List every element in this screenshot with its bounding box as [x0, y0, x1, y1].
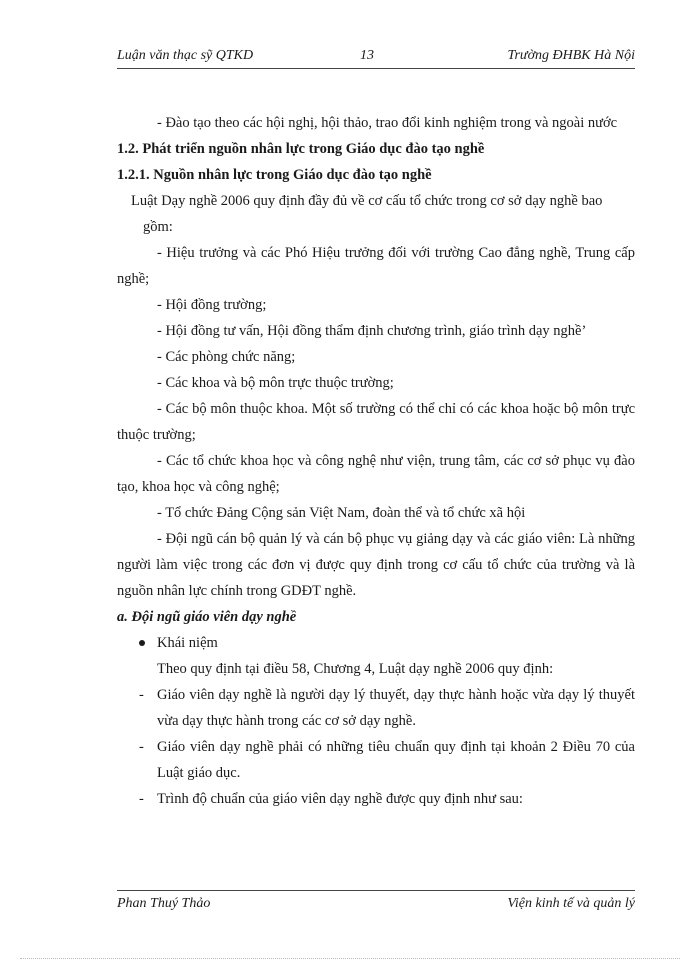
footer-author: Phan Thuý Thảo — [117, 896, 211, 911]
list-item-science-organizations: - Các tổ chức khoa học và công nghệ như viện, trung tâm, các cơ sở phục vụ đào tạo, khoa học và công nghệ; — [117, 453, 635, 495]
list-item-party-organizations: - Tổ chức Đảng Cộng sản Việt Nam, đoàn thể và tổ chức xã hội — [157, 505, 526, 521]
header-thesis-title: Luận văn thạc sỹ QTKD — [117, 48, 254, 63]
page-boundary-dotted-line — [20, 958, 680, 959]
section-heading-1-2-1: 1.2.1. Nguồn nhân lực trong Giáo dục đào tạo nghề — [117, 167, 432, 183]
section-heading-1-2: 1.2. Phát triển nguồn nhân lực trong Giáo dục đào tạo nghề — [117, 141, 485, 157]
dash-marker: - — [139, 687, 144, 703]
page-header — [117, 48, 635, 68]
dash-item-teacher-definition-text: Giáo viên dạy nghề là người dạy lý thuyết, dạy thực hành hoặc vừa dạy lý thuyết vừa dạy thực hành trong các cơ sở dạy nghề. — [157, 687, 635, 729]
dash-item-teacher-definition — [117, 682, 635, 734]
list-item-principal: - Hiệu trưởng và các Phó Hiệu trưởng đối với trường Cao đẳng nghề, Trung cấp nghề; — [117, 245, 635, 287]
dash-item-qualification-text: Trình độ chuẩn của giáo viên dạy nghề được quy định như sau: — [157, 791, 523, 807]
list-item-functional-departments: - Các phòng chức năng; — [157, 349, 296, 365]
header-divider — [117, 68, 635, 69]
bullet-icon — [139, 640, 145, 646]
paragraph-law-line2: gồm: — [143, 219, 173, 235]
dash-marker: - — [139, 739, 144, 755]
paragraph-training-conferences: - Đào tạo theo các hội nghị, hội thảo, trao đổi kinh nghiệm trong và ngoài nước — [157, 115, 618, 131]
page-number: 13 — [360, 48, 374, 63]
page-footer — [117, 896, 635, 916]
dash-item-teacher-standards — [117, 734, 635, 786]
page-body — [117, 110, 635, 812]
bullet-item-concept — [117, 630, 635, 656]
footer-institute: Viện kinh tế và quản lý — [507, 896, 635, 911]
list-item-staff-teachers: - Đội ngũ cán bộ quản lý và cán bộ phục vụ giảng dạy và các giáo viên: Là những người làm việc trong các đơn vị được quy định trong cơ cấu tổ chức của trường và là nguồn nhân lực chính trong GDĐT nghề. — [117, 531, 635, 599]
list-item-faculty-departments: - Các bộ môn thuộc khoa. Một số trường có thể chỉ có các khoa hoặc bộ môn trực thuộc trường; — [117, 401, 635, 443]
dash-item-teacher-standards-text: Giáo viên dạy nghề phải có những tiêu chuẩn quy định tại khoản 2 Điều 70 của Luật giáo dục. — [157, 739, 635, 781]
header-university: Trường ĐHBK Hà Nội — [507, 48, 635, 63]
subsection-heading-a: a. Đội ngũ giáo viên dạy nghề — [117, 609, 297, 625]
dash-marker: - — [139, 791, 144, 807]
paragraph-regulation: Theo quy định tại điều 58, Chương 4, Luật dạy nghề 2006 quy định: — [157, 661, 554, 677]
list-item-school-council: - Hội đồng trường; — [157, 297, 267, 313]
dash-item-qualification — [117, 786, 635, 812]
list-item-faculties: - Các khoa và bộ môn trực thuộc trường; — [157, 375, 394, 391]
bullet-item-concept-text: Khái niệm — [157, 635, 218, 651]
paragraph-law-line1: Luật Dạy nghề 2006 quy định đầy đủ về cơ cấu tổ chức trong cơ sở dạy nghề bao — [131, 193, 603, 209]
footer-divider — [117, 890, 635, 891]
list-item-advisory-council: - Hội đồng tư vấn, Hội đồng thẩm định chương trình, giáo trình dạy nghề’ — [157, 323, 587, 339]
